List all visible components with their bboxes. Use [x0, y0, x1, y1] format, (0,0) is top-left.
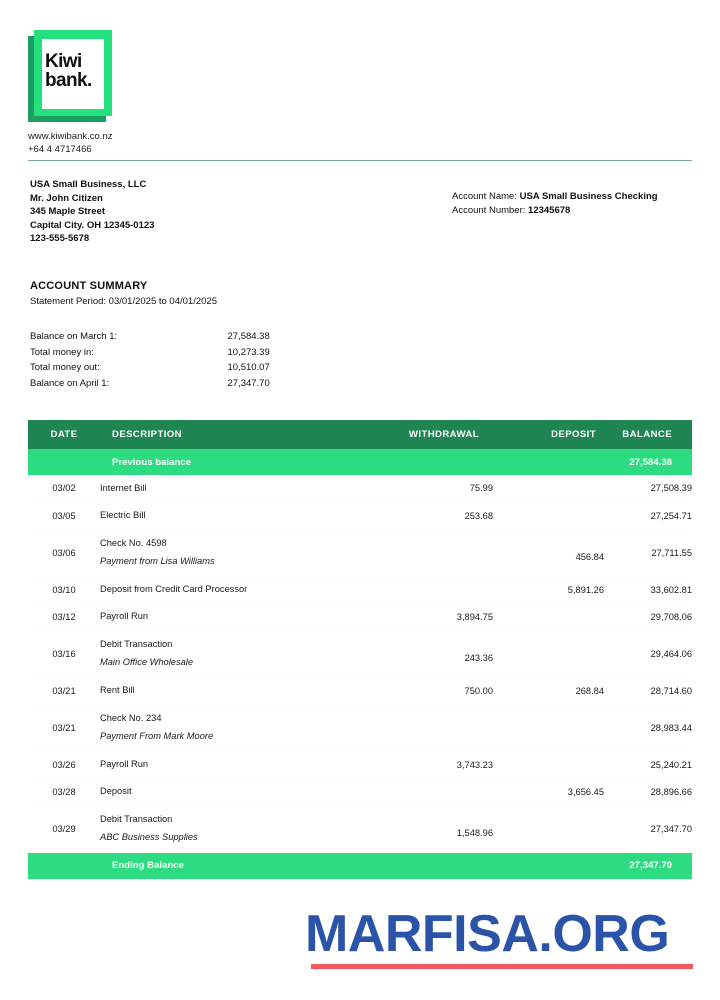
transaction-description-main: Deposit — [100, 786, 132, 796]
summary-row — [30, 331, 330, 347]
transaction-deposit — [493, 704, 604, 751]
transaction-description — [100, 778, 368, 805]
transaction-date: 03/10 — [28, 576, 100, 603]
bank-contact-info — [28, 131, 112, 156]
ending-balance-date-cell — [28, 852, 100, 879]
customer-street: 345 Maple Street — [30, 206, 105, 218]
summary-value: 27,347.70 — [227, 377, 270, 389]
summary-value: 10,510.07 — [227, 362, 270, 374]
transaction-withdrawal: 3,743.23 — [368, 751, 493, 778]
transaction-description — [100, 751, 368, 778]
customer-city-state-zip: Capital City. OH 12345-0123 — [30, 219, 155, 231]
transaction-description — [100, 576, 368, 603]
transaction-date: 03/21 — [28, 677, 100, 704]
transaction-withdrawal: 253.68 — [368, 502, 493, 529]
summary-row — [30, 347, 330, 363]
transaction-description — [100, 704, 368, 751]
transaction-description-main: Deposit from Credit Card Processor — [100, 584, 248, 594]
transaction-balance: 28,983.44 — [604, 704, 692, 751]
transaction-date: 03/26 — [28, 751, 100, 778]
account-summary-table — [30, 331, 330, 393]
column-header-balance: BALANCE — [604, 420, 692, 449]
transaction-row — [28, 805, 692, 852]
ending-balance-label: Ending Balance — [100, 852, 368, 879]
account-number-row — [452, 204, 658, 218]
transactions-header — [28, 420, 692, 449]
transaction-description — [100, 630, 368, 677]
transaction-description-main: Internet Bill — [100, 482, 147, 493]
transaction-description — [100, 805, 368, 852]
transaction-withdrawal — [368, 778, 493, 805]
transaction-withdrawal — [368, 576, 493, 603]
transactions-header-row — [28, 420, 692, 449]
transaction-deposit — [493, 630, 604, 677]
transaction-deposit: 456.84 — [493, 529, 604, 576]
transaction-row — [28, 502, 692, 529]
transaction-date: 03/06 — [28, 529, 100, 576]
account-name-row — [452, 190, 658, 204]
transaction-row — [28, 603, 692, 630]
customer-phone: 123-555-5678 — [30, 233, 90, 245]
transaction-date: 03/21 — [28, 704, 100, 751]
transaction-date: 03/29 — [28, 805, 100, 852]
transaction-balance: 28,714.60 — [604, 677, 692, 704]
transaction-description-sub: Main Office Wholesale — [100, 657, 194, 667]
transaction-row — [28, 704, 692, 751]
summary-row — [30, 378, 330, 394]
header-divider — [28, 160, 692, 161]
account-identity-block — [452, 190, 658, 218]
summary-value: 10,273.39 — [227, 346, 270, 358]
transaction-deposit — [493, 603, 604, 630]
transaction-description-main: Check No. 234 — [100, 713, 162, 723]
account-summary-body — [30, 331, 330, 393]
customer-name: Mr. John Citizen — [30, 192, 103, 204]
watermark-underline — [311, 964, 693, 969]
watermark-text: MARFISA.ORG — [305, 905, 670, 963]
transaction-description — [100, 475, 368, 502]
transaction-deposit — [493, 805, 604, 852]
transaction-balance: 29,708.06 — [604, 603, 692, 630]
transaction-withdrawal: 3,894.75 — [368, 603, 493, 630]
logo-wordmark-line1: Kiwi — [45, 51, 82, 72]
transaction-date: 03/16 — [28, 630, 100, 677]
transaction-balance: 27,347.70 — [604, 805, 692, 852]
transaction-row — [28, 778, 692, 805]
transaction-withdrawal — [368, 529, 493, 576]
transaction-deposit — [493, 502, 604, 529]
transaction-row — [28, 576, 692, 603]
transaction-date: 03/28 — [28, 778, 100, 805]
transaction-description — [100, 677, 368, 704]
ending-balance-row — [28, 852, 692, 879]
transaction-withdrawal: 750.00 — [368, 677, 493, 704]
transaction-date: 03/12 — [28, 603, 100, 630]
previous-balance-balance: 27,584.38 — [604, 449, 692, 475]
transaction-description-main: Rent Bill — [100, 685, 135, 695]
transaction-deposit: 3,656.45 — [493, 778, 604, 805]
transaction-balance: 27,711.55 — [604, 529, 692, 576]
summary-row — [30, 362, 330, 378]
transaction-balance: 25,240.21 — [604, 751, 692, 778]
bank-phone: +64 4 4717466 — [28, 143, 92, 155]
transaction-balance: 27,508.39 — [604, 475, 692, 502]
column-header-withdrawal: WITHDRAWAL — [368, 420, 493, 449]
transaction-date: 03/05 — [28, 502, 100, 529]
previous-balance-date-cell — [28, 449, 100, 475]
transaction-description-main: Electric Bill — [100, 510, 146, 520]
transaction-description — [100, 529, 368, 576]
logo-wordmark — [45, 52, 115, 90]
transaction-deposit: 5,891.26 — [493, 576, 604, 603]
letterhead — [28, 30, 112, 122]
transaction-deposit — [493, 475, 604, 502]
transaction-withdrawal: 75.99 — [368, 475, 493, 502]
transaction-balance: 33,602.81 — [604, 576, 692, 603]
account-summary-title: ACCOUNT SUMMARY — [30, 280, 148, 292]
transactions-body — [28, 449, 692, 879]
transaction-balance: 27,254.71 — [604, 502, 692, 529]
previous-balance-deposit-cell — [493, 449, 604, 475]
transaction-deposit: 268.84 — [493, 677, 604, 704]
account-number-label: Account Number: — [452, 205, 526, 216]
transaction-row — [28, 677, 692, 704]
transaction-description-sub: Payment From Mark Moore — [100, 731, 214, 741]
summary-label: Total money in: — [30, 346, 94, 358]
logo-wordmark-line2: bank. — [45, 70, 92, 91]
transaction-date: 03/02 — [28, 475, 100, 502]
transaction-row — [28, 630, 692, 677]
marfisa-watermark — [305, 906, 705, 969]
statement-period: Statement Period: 03/01/2025 to 04/01/2025 — [30, 296, 217, 307]
column-header-description: DESCRIPTION — [100, 420, 368, 449]
ending-balance-balance: 27,347.70 — [604, 852, 692, 879]
transaction-description-main: Check No. 4598 — [100, 538, 167, 548]
ending-balance-deposit-cell — [493, 852, 604, 879]
summary-value: 27,584.38 — [227, 331, 270, 342]
kiwibank-logo — [28, 30, 112, 122]
account-number-value: 12345678 — [528, 205, 571, 216]
transaction-deposit — [493, 751, 604, 778]
transaction-description — [100, 603, 368, 630]
transaction-description-main: Payroll Run — [100, 759, 149, 769]
previous-balance-row — [28, 449, 692, 475]
summary-label: Balance on April 1: — [30, 377, 110, 389]
customer-address-block — [30, 178, 154, 246]
transaction-description-main: Payroll Run — [100, 611, 149, 621]
transaction-row — [28, 751, 692, 778]
transaction-balance: 28,896.66 — [604, 778, 692, 805]
column-header-deposit: DEPOSIT — [493, 420, 604, 449]
account-name-label: Account Name: — [452, 191, 517, 202]
transaction-description — [100, 502, 368, 529]
transaction-description-sub: Payment from Lisa Williams — [100, 556, 215, 566]
transaction-withdrawal: 243.36 — [368, 630, 493, 677]
transaction-row — [28, 475, 692, 502]
summary-label: Total money out: — [30, 362, 100, 374]
column-header-date: DATE — [28, 420, 100, 449]
ending-balance-withdrawal-cell — [368, 852, 493, 879]
bank-website: www.kiwibank.co.nz — [28, 131, 113, 142]
summary-label: Balance on March 1: — [30, 331, 118, 342]
transaction-row — [28, 529, 692, 576]
transaction-description-main: Debit Transaction — [100, 639, 173, 649]
transactions-table — [28, 420, 692, 879]
transaction-description-main: Debit Transaction — [100, 814, 173, 824]
account-name-value: USA Small Business Checking — [519, 191, 658, 202]
transaction-withdrawal: 1,548.96 — [368, 805, 493, 852]
customer-company: USA Small Business, LLC — [30, 179, 147, 190]
transaction-balance: 29,464.06 — [604, 630, 692, 677]
transaction-description-sub: ABC Business Supplies — [100, 832, 198, 842]
transaction-withdrawal — [368, 704, 493, 751]
previous-balance-label: Previous balance — [100, 449, 368, 475]
previous-balance-withdrawal-cell — [368, 449, 493, 475]
